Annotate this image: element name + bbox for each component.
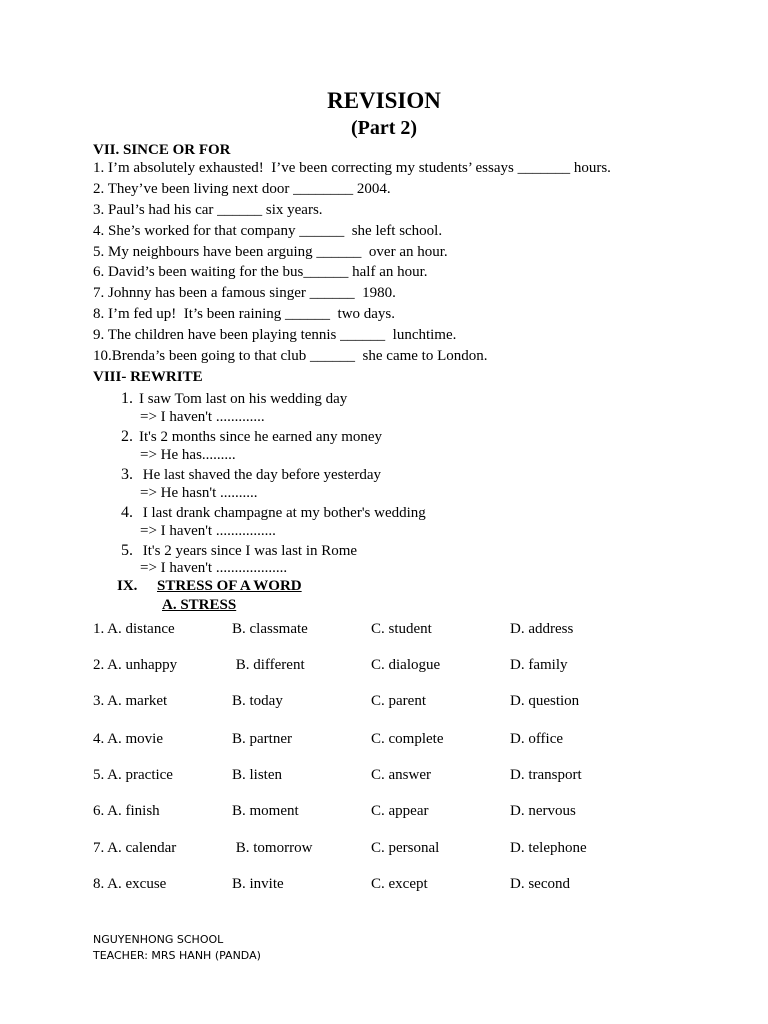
option-a: 8. A. excuse xyxy=(93,876,167,892)
subsection-stress-heading: A. STRESS xyxy=(162,597,237,613)
option-a: 7. A. calendar xyxy=(93,840,177,856)
rewrite-item xyxy=(121,541,357,561)
stress-question-row xyxy=(0,618,768,640)
option-b: B. tomorrow xyxy=(232,840,313,856)
rewrite-item xyxy=(121,465,381,485)
option-c: C. except xyxy=(371,876,428,892)
rewrite-number: 3. xyxy=(121,466,133,483)
exercise-line: 10.Brenda’s been going to that club ______ she came to London. xyxy=(93,348,488,364)
rewrite-sentence: I last drank champagne at my bother's wedding xyxy=(139,505,426,521)
option-c: C. appear xyxy=(371,803,429,819)
option-c: C. dialogue xyxy=(371,657,441,673)
rewrite-answer: => I haven't ............. xyxy=(140,409,265,425)
option-d: D. family xyxy=(510,657,568,673)
rewrite-number: 1. xyxy=(121,390,133,407)
rewrite-number: 4. xyxy=(121,504,133,521)
rewrite-answer: => I haven't ................... xyxy=(140,560,288,576)
option-b: B. classmate xyxy=(232,621,308,637)
option-d: D. telephone xyxy=(510,840,587,856)
page-subtitle: (Part 2) xyxy=(350,117,418,139)
rewrite-sentence: He last shaved the day before yesterday xyxy=(139,467,381,483)
exercise-line: 2. They’ve been living next door ________ 2004. xyxy=(93,181,391,197)
exercise-line: 1. I’m absolutely exhausted! I’ve been correcting my students’ essays _______ hours. xyxy=(93,160,611,176)
rewrite-item xyxy=(121,503,426,523)
option-a: 5. A. practice xyxy=(93,767,173,783)
exercise-line: 8. I’m fed up! It’s been raining ______ two days. xyxy=(93,306,396,322)
option-a: 6. A. finish xyxy=(93,803,160,819)
exercise-line: 4. She’s worked for that company ______ she left school. xyxy=(93,223,443,239)
exercise-line: 6. David’s been waiting for the bus______ half an hour. xyxy=(93,264,428,280)
stress-question-row xyxy=(0,654,768,676)
option-c: C. student xyxy=(371,621,432,637)
stress-question-row xyxy=(0,690,768,712)
option-b: B. different xyxy=(232,657,305,673)
option-d: D. address xyxy=(510,621,574,637)
page-title: REVISION xyxy=(327,88,441,113)
option-b: B. listen xyxy=(232,767,283,783)
section-stress-number: IX. xyxy=(117,578,138,594)
option-d: D. nervous xyxy=(510,803,576,819)
option-b: B. moment xyxy=(232,803,299,819)
footer-teacher: TEACHER: MRS HANH (PANDA) xyxy=(93,949,261,962)
rewrite-item xyxy=(121,427,382,447)
option-c: C. personal xyxy=(371,840,440,856)
option-a: 2. A. unhappy xyxy=(93,657,178,673)
option-d: D. office xyxy=(510,731,564,747)
section-stress-heading: STRESS OF A WORD xyxy=(157,578,302,594)
exercise-line: 3. Paul’s had his car ______ six years. xyxy=(93,202,323,218)
option-c: C. answer xyxy=(371,767,431,783)
rewrite-answer: => He has......... xyxy=(140,447,236,463)
rewrite-number: 2. xyxy=(121,428,133,445)
exercise-line: 5. My neighbours have been arguing ______ over an hour. xyxy=(93,244,448,260)
section-rewrite-heading: VIII- REWRITE xyxy=(93,369,203,385)
rewrite-sentence: It's 2 years since I was last in Rome xyxy=(139,543,358,559)
exercise-line: 9. The children have been playing tennis ______ lunchtime. xyxy=(93,327,457,343)
exercise-line: 7. Johnny has been a famous singer ______ 1980. xyxy=(93,285,396,301)
option-a: 1. A. distance xyxy=(93,621,175,637)
option-b: B. partner xyxy=(232,731,292,747)
option-a: 4. A. movie xyxy=(93,731,163,747)
rewrite-answer: => He hasn't .......... xyxy=(140,485,258,501)
option-d: D. second xyxy=(510,876,570,892)
stress-question-row xyxy=(0,837,768,859)
option-c: C. parent xyxy=(371,693,426,709)
option-c: C. complete xyxy=(371,731,444,747)
rewrite-sentence: It's 2 months since he earned any money xyxy=(139,429,383,445)
footer-school: NGUYENHONG SCHOOL xyxy=(93,933,224,946)
stress-question-row xyxy=(0,800,768,822)
rewrite-number: 5. xyxy=(121,542,133,559)
stress-question-row xyxy=(0,728,768,750)
option-d: D. transport xyxy=(510,767,582,783)
section-since-or-for-heading: VII. SINCE OR FOR xyxy=(93,142,231,158)
option-a: 3. A. market xyxy=(93,693,168,709)
rewrite-sentence: I saw Tom last on his wedding day xyxy=(139,391,348,407)
option-b: B. today xyxy=(232,693,283,709)
stress-question-row xyxy=(0,764,768,786)
stress-question-row xyxy=(0,873,768,895)
option-b: B. invite xyxy=(232,876,284,892)
rewrite-answer: => I haven't ................ xyxy=(140,523,276,539)
rewrite-item xyxy=(121,389,347,409)
option-d: D. question xyxy=(510,693,580,709)
